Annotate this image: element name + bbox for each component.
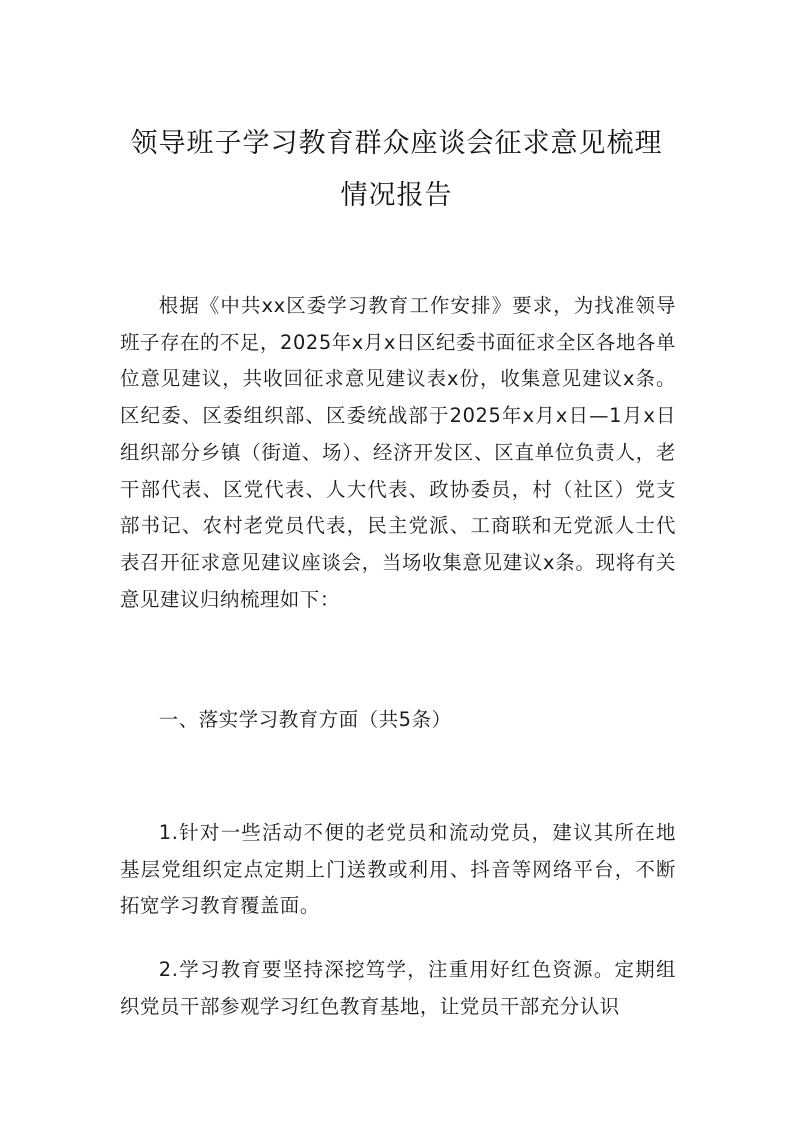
list-item-2: 2.学习教育要坚持深挖笃学，注重用好红色资源。定期组织党员干部参观学习红色教育基地，让党员干部充分认识 bbox=[120, 958, 676, 1018]
list-item-1: 1.针对一些活动不便的老党员和流动党员，建议其所在地基层党组织定点定期上门送教或利用、抖音等网络平台，不断拓宽学习教育覆盖面。 bbox=[120, 821, 676, 918]
section-heading: 一、落实学习教育方面（共5条） bbox=[158, 708, 452, 731]
intro-paragraph: 根据《中共xx区委学习教育工作安排》要求，为找准领导班子存在的不足，2025年x月x日区纪委书面征求全区各地各单位意见建议，共收回征求意见建议表x份，收集意见建议x条。区纪委、区委组织部、区委统战部于2025年x月x日—1月x日组织部分乡镇（街道、场）、经济开发区、区直单位负责人，老干部代表、区党代表、人大代表、政协委员，村（社区）党支部书记、农村老党员代表，民主党派、工商联和无党派人士代表召开征求意见建议座谈会，当场收集意见建议x条。现将有关意见建议归纳梳理如下： bbox=[120, 294, 676, 611]
document-title: 领导班子学习教育群众座谈会征求意见梳理情况报告 bbox=[130, 128, 663, 211]
